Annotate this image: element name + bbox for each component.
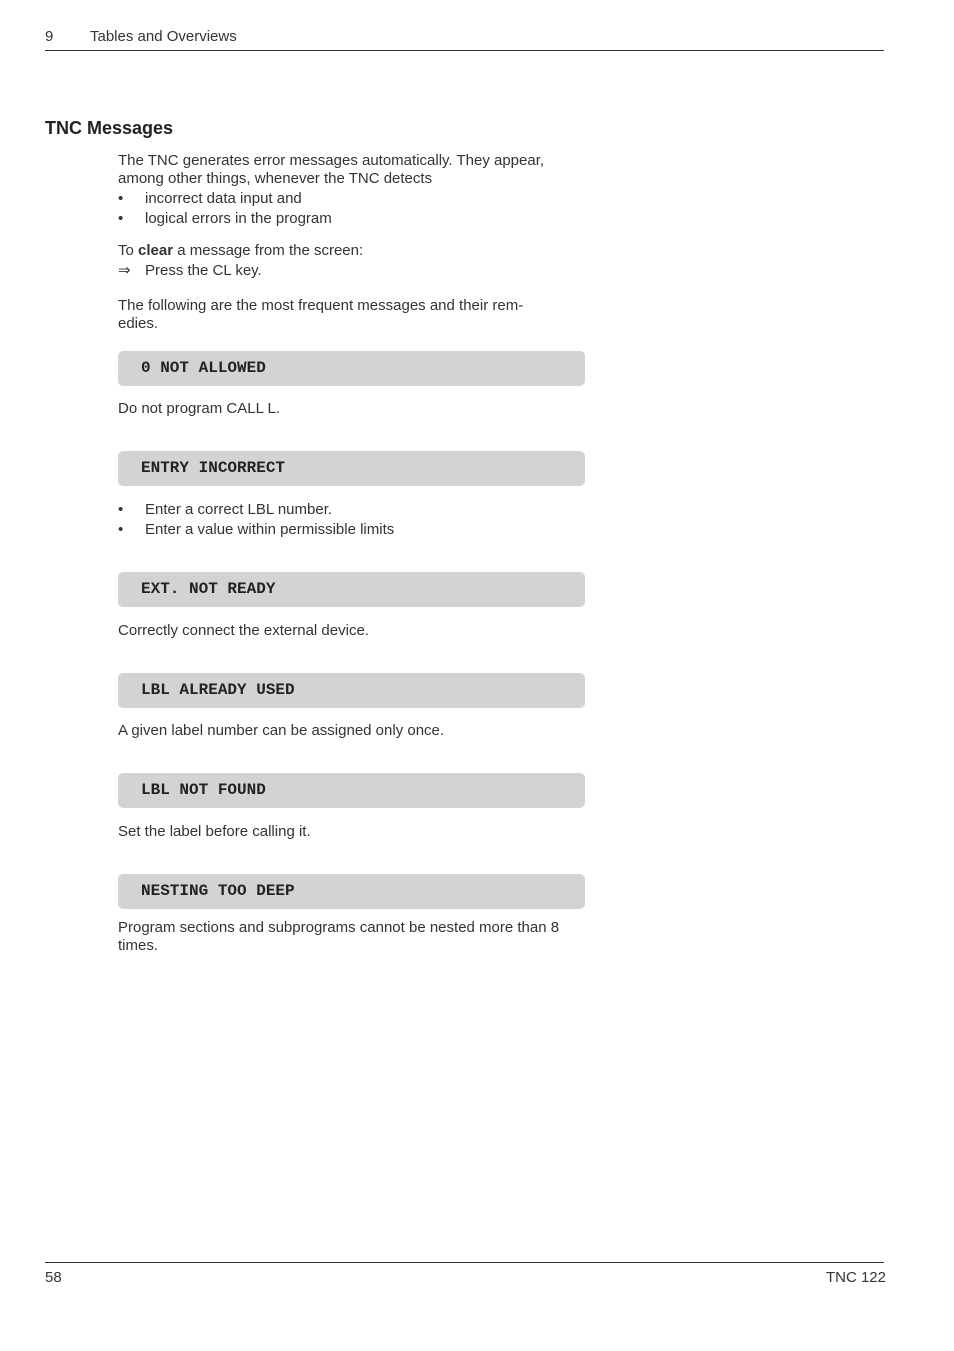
message-box <box>118 874 585 909</box>
page-header <box>45 26 884 51</box>
message-label: ENTRY INCORRECT <box>141 459 286 477</box>
remedy-bullet-text: Enter a value within permissible limits <box>145 521 395 538</box>
product-name: TNC 122 <box>825 1269 886 1286</box>
message-box <box>118 673 585 708</box>
message-label: LBL ALREADY USED <box>141 681 295 699</box>
intro-line-1: The TNC generates error messages automatically. They appear, <box>118 152 545 169</box>
clear-suffix: a message from the screen: <box>173 242 364 259</box>
clear-keyword: clear <box>138 242 174 259</box>
clear-instruction <box>118 242 363 260</box>
message-remedy: Set the label before calling it. <box>118 823 311 840</box>
intro-paragraph <box>118 152 544 188</box>
message-remedy: Do not program CALL L. <box>118 400 281 417</box>
bullet-icon: • <box>118 521 124 538</box>
page-footer <box>45 1262 884 1287</box>
chapter-number: 9 <box>45 28 54 45</box>
message-label: NESTING TOO DEEP <box>141 882 295 900</box>
clear-step-text: Press the CL key. <box>145 262 262 279</box>
message-label: EXT. NOT READY <box>141 580 276 598</box>
intro-line-2: among other things, whenever the TNC detects <box>118 170 433 187</box>
message-remedy <box>118 919 559 955</box>
bullet-icon: • <box>118 210 124 227</box>
arrow-right-icon: ⇒ <box>118 262 131 279</box>
message-remedy: A given label number can be assigned only once. <box>118 722 445 739</box>
section-title: TNC Messages <box>45 118 174 138</box>
message-box <box>118 773 585 808</box>
bullet-icon: • <box>118 190 124 207</box>
message-box <box>118 572 585 607</box>
message-box <box>118 351 585 386</box>
intro-bullet-text: incorrect data input and <box>145 190 302 207</box>
following-line-2: edies. <box>118 315 159 332</box>
clear-prefix: To <box>118 242 139 259</box>
remedy-line-2: times. <box>118 937 159 954</box>
bullet-icon: • <box>118 501 124 518</box>
message-label: 0 NOT ALLOWED <box>141 359 266 377</box>
page-number: 58 <box>45 1269 62 1286</box>
following-line-1: The following are the most frequent messages and their rem- <box>118 297 524 314</box>
remedy-line-1: Program sections and subprograms cannot be nested more than 8 <box>118 919 560 936</box>
remedy-bullet-text: Enter a correct LBL number. <box>145 501 333 518</box>
message-label: LBL NOT FOUND <box>141 781 266 799</box>
following-paragraph <box>118 297 523 333</box>
chapter-title: Tables and Overviews <box>90 28 237 45</box>
intro-bullet-text: logical errors in the program <box>145 210 332 227</box>
message-remedy: Correctly connect the external device. <box>118 622 369 639</box>
message-box <box>118 451 585 486</box>
